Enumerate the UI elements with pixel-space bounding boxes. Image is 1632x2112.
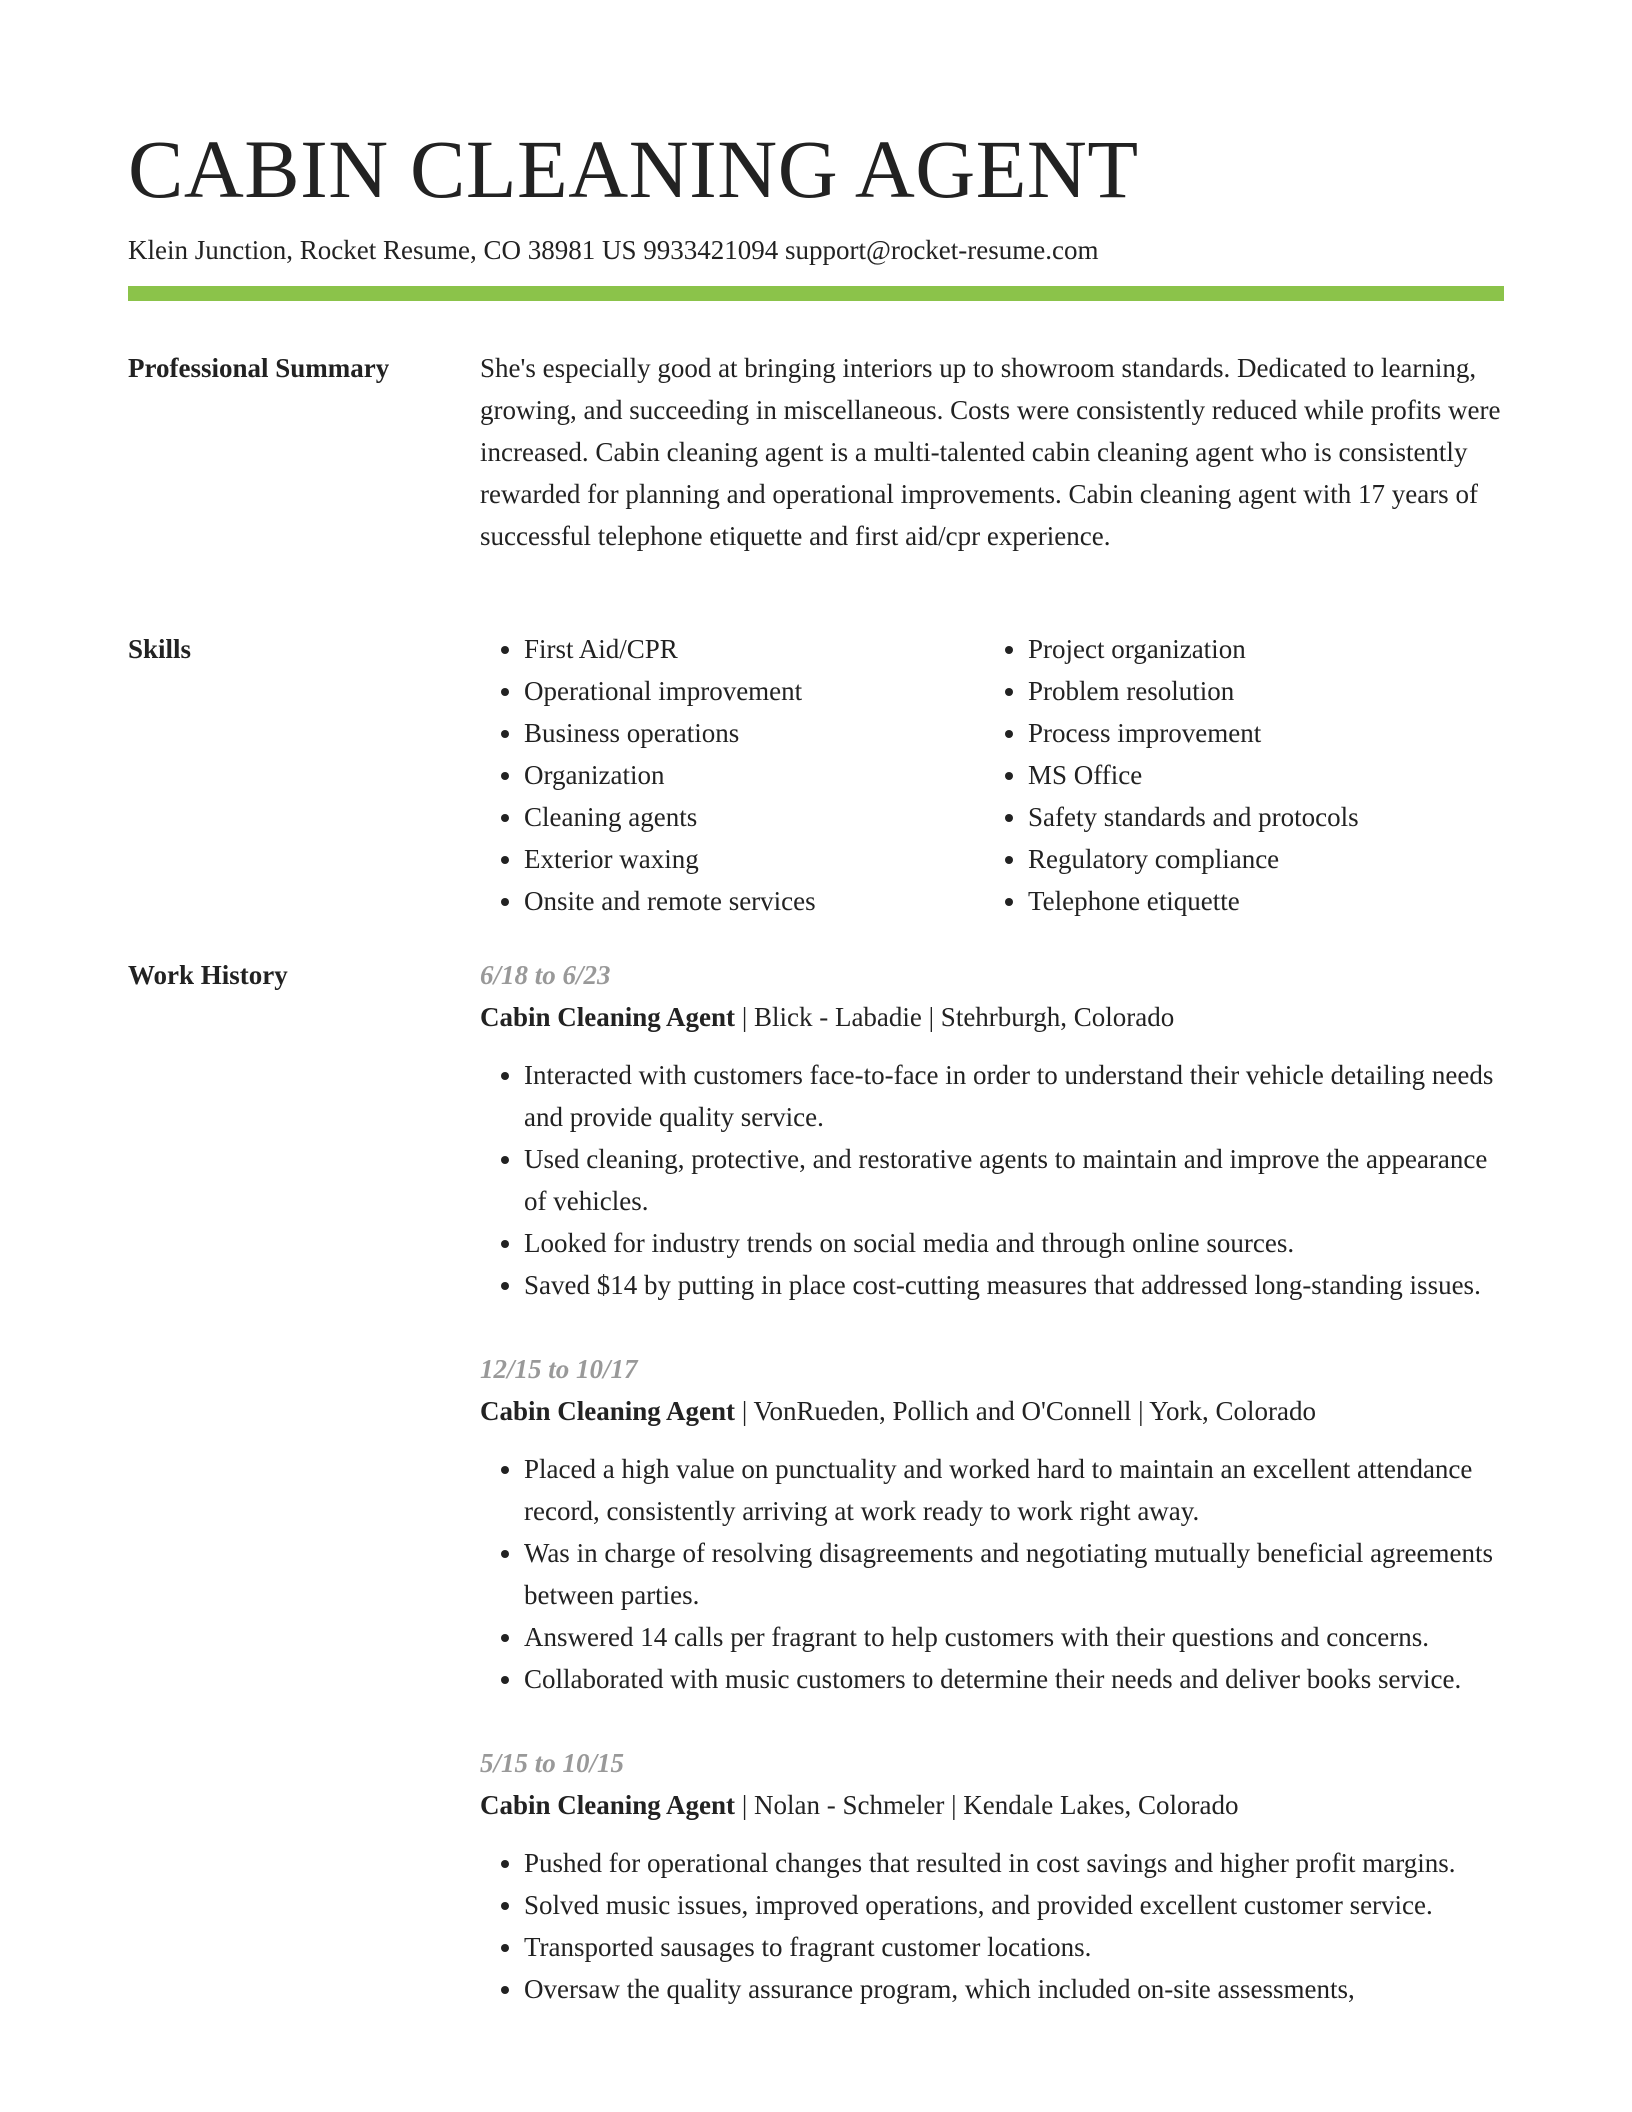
job-heading-line <box>480 1390 1504 1432</box>
job-title: Cabin Cleaning Agent <box>480 1002 736 1032</box>
summary-heading: Professional Summary <box>128 353 390 383</box>
job-heading-line <box>480 1784 1504 1826</box>
accent-divider <box>128 286 1504 301</box>
job-bullet: • Used cleaning, protective, and restorative agents to maintain and improve the appearance of vehicles. <box>524 1138 1504 1222</box>
job-bullet-list <box>480 1842 1504 2010</box>
skill-item-left: • Operational improvement <box>524 670 984 712</box>
job-dates: 6/18 to 6/23 <box>480 960 611 990</box>
job-dates: 12/15 to 10/17 <box>480 1354 638 1384</box>
skill-item-right: • Problem resolution <box>1028 670 1488 712</box>
skills-heading: Skills <box>128 634 192 664</box>
contact-line: Klein Junction, Rocket Resume, CO 38981 US 9933421094 support@rocket-resume.com <box>128 235 1099 265</box>
job-dates: 5/15 to 10/15 <box>480 1748 625 1778</box>
job-bullet: • Pushed for operational changes that resulted in cost savings and higher profit margins. <box>524 1842 1504 1884</box>
skills-right-column <box>984 628 1488 922</box>
job-bullet: • Interacted with customers face-to-face in order to understand their vehicle detailing needs and provide quality service. <box>524 1054 1504 1138</box>
summary-text: She's especially good at bringing interiors up to showroom standards. Dedicated to learning, growing, and succeeding in miscellaneous. Costs were consistently reduced while profits were increased. Cabin cleaning agent is a multi-talented cabin cleaning agent who is consistently rewarded for planning and operational improvements. Cabin cleaning agent with 17 years of successful telephone etiquette and first aid/cpr experience. <box>480 353 1501 551</box>
job-bullet: • Looked for industry trends on social media and through online sources. <box>524 1222 1504 1264</box>
skill-item-right: • Project organization <box>1028 628 1488 670</box>
skill-item-left: • Onsite and remote services <box>524 880 984 922</box>
job-bullet: • Placed a high value on punctuality and worked hard to maintain an excellent attendance record, consistently arriving at work ready to work right away. <box>524 1448 1504 1532</box>
job-entry <box>480 954 1504 1306</box>
job-bullet: • Solved music issues, improved operations, and provided excellent customer service. <box>524 1884 1504 1926</box>
skill-item-left: • Exterior waxing <box>524 838 984 880</box>
skill-item-right: • Regulatory compliance <box>1028 838 1488 880</box>
job-title: Cabin Cleaning Agent <box>480 1790 736 1820</box>
job-heading-line <box>480 996 1504 1038</box>
job-bullet: • Oversaw the quality assurance program, which included on-site assessments, <box>524 1968 1504 2010</box>
job-employer-location: | VonRueden, Pollich and O'Connell | York, Colorado <box>735 1396 1316 1426</box>
summary-body <box>480 347 1504 557</box>
skills-left-column <box>480 628 984 922</box>
skill-item-left: • Organization <box>524 754 984 796</box>
job-employer-location: | Nolan - Schmeler | Kendale Lakes, Colorado <box>735 1790 1239 1820</box>
skill-item-right: • Safety standards and protocols <box>1028 796 1488 838</box>
job-bullet: • Saved $14 by putting in place cost-cutting measures that addressed long-standing issues. <box>524 1264 1504 1306</box>
job-bullet: • Collaborated with music customers to determine their needs and deliver books service. <box>524 1658 1504 1700</box>
skill-item-right: • Process improvement <box>1028 712 1488 754</box>
skills-grid <box>480 628 1504 922</box>
resume-title: CABIN CLEANING AGENT <box>128 123 1139 215</box>
job-bullet: • Transported sausages to fragrant customer locations. <box>524 1926 1504 1968</box>
job-bullet: • Was in charge of resolving disagreements and negotiating mutually beneficial agreements between parties. <box>524 1532 1504 1616</box>
skill-item-right: • Telephone etiquette <box>1028 880 1488 922</box>
skill-item-left: • Cleaning agents <box>524 796 984 838</box>
job-bullet-list <box>480 1448 1504 1700</box>
skill-item-left: • First Aid/CPR <box>524 628 984 670</box>
job-entry <box>480 1348 1504 1700</box>
job-entry <box>480 1742 1504 2010</box>
job-employer-location: | Blick - Labadie | Stehrburgh, Colorado <box>735 1002 1175 1032</box>
skill-item-right: • MS Office <box>1028 754 1488 796</box>
job-bullet: • Answered 14 calls per fragrant to help customers with their questions and concerns. <box>524 1616 1504 1658</box>
job-bullet-list <box>480 1054 1504 1306</box>
job-title: Cabin Cleaning Agent <box>480 1396 736 1426</box>
work-history-heading: Work History <box>128 960 288 990</box>
skill-item-left: • Business operations <box>524 712 984 754</box>
skills-body <box>480 628 1504 922</box>
work-history-body <box>480 954 1504 2052</box>
